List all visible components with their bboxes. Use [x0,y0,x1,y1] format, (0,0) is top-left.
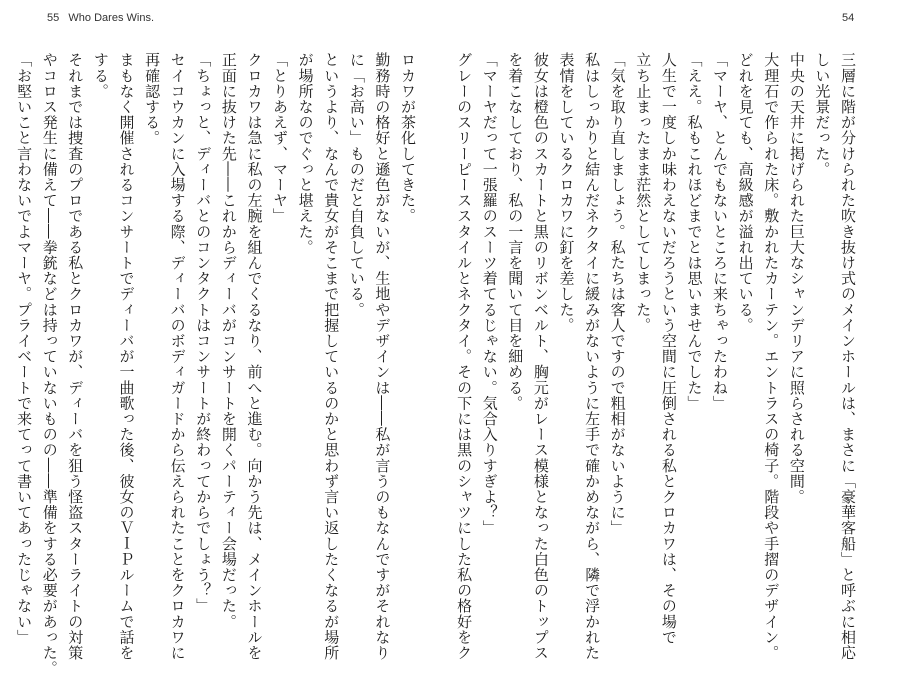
text-line: 「マーヤ、とんでもないところに来ちゃったわね」 [711,52,730,411]
right-page-number: 54 [842,12,855,24]
text-line: 彼女は橙色のスカートと黒のリボンベルト、胸元がレース模様となった白色のトップス [531,52,550,661]
left-page-folio [47,12,154,24]
text-line: 「ちょっと、ディーバとのコンタクトはコンサートが終わってからでしょう？」 [194,52,213,614]
text-line: 再確認する。 [143,52,162,146]
text-line: 正面に抜けた先――これからディーバがコンサートを開くパーティー会場だった。 [219,52,238,630]
text-line: ロカワが茶化してきた。 [399,52,417,224]
right-page-text [423,52,860,661]
text-line: それまでは捜査のプロである私とクロカワが、ディーバを狙う怪盗スターライトの対策 [66,52,85,661]
text-line: 中央の天井に掲げられた巨大なシャンデリアに照らされる空間。 [787,52,806,505]
text-line: に「お高い」ものだと自負している。 [347,52,366,318]
text-line: というより、なんで貴女がそこまで把握しているのかと思わず言い返したくなるが場所 [322,52,341,661]
text-line: 大理石で作られた床。敷かれたカーテン。エントラスの椅子。階段や手摺のデザイン。 [762,52,781,661]
text-line: しい光景だった。 [813,52,832,177]
text-line: どれを見ても、高級感が溢れ出ている。 [736,52,755,333]
text-line: やコロス発生に備えて――拳銃などは持っていないものの――準備をする必要があった。 [40,52,59,676]
text-line: 人生で一度しか味わえないだろうという空間に圧倒される私とクロカワは、その場で [659,52,678,645]
text-line: が場所なのでぐっと堪えた。 [296,52,315,255]
text-line: セイコウカンに入場する際、ディーバのボディガードから伝えられたことをクロカワに [168,52,187,661]
text-line: 表情をしているクロカワに釘を差した。 [557,52,576,333]
text-line: を着こなしており、私の一言を聞いて目を細める。 [506,52,525,411]
running-title: Who Dares Wins. [68,12,154,24]
left-page-text [15,52,420,676]
text-line: 三層に階が分けられた吹き抜け式のメインホールは、まさに「豪華客船」と呼ぶに相応 [839,52,857,661]
text-line: 「とりあえず、マーヤ」 [271,52,290,224]
left-page-number: 55 [47,12,60,24]
text-line: クロカワは急に私の左腕を組んでくるなり、前へと進む。向かう先は、メインホールを [245,52,264,661]
text-line: 「お堅いこと言わないでよマーヤ。プライベートで来てって書いてあったじゃない」 [15,52,34,645]
text-line: まもなく開催されるコンサートでディーバが一曲歌った後、彼女のＶＩＰルームで話を [117,52,136,661]
text-line: グレーのスリーピーススタイルとネクタイ。その下には黒のシャツにした私の格好をク [455,52,474,661]
text-line: 「マーヤだって一張羅のスーツ着てるじゃない。気合入りすぎよ？」 [480,52,499,536]
text-line: 私はしっかりと結んだネクタイに緩みがないように左手で確かめながら、隣で浮かれた [583,52,602,661]
text-line: 勤務時の格好と遜色がないが、生地やデザインは――私が言うのもなんですがそれなり [373,52,392,661]
text-line: 「ええ。私もこれほどまでとは思いませんでした」 [685,52,704,411]
text-line: する。 [91,52,110,99]
text-line: 立ち止まったまま茫然としてしまった。 [634,52,653,333]
text-line: 「気を取り直しましょう。私たちは客人ですので粗相がないように」 [608,52,627,536]
